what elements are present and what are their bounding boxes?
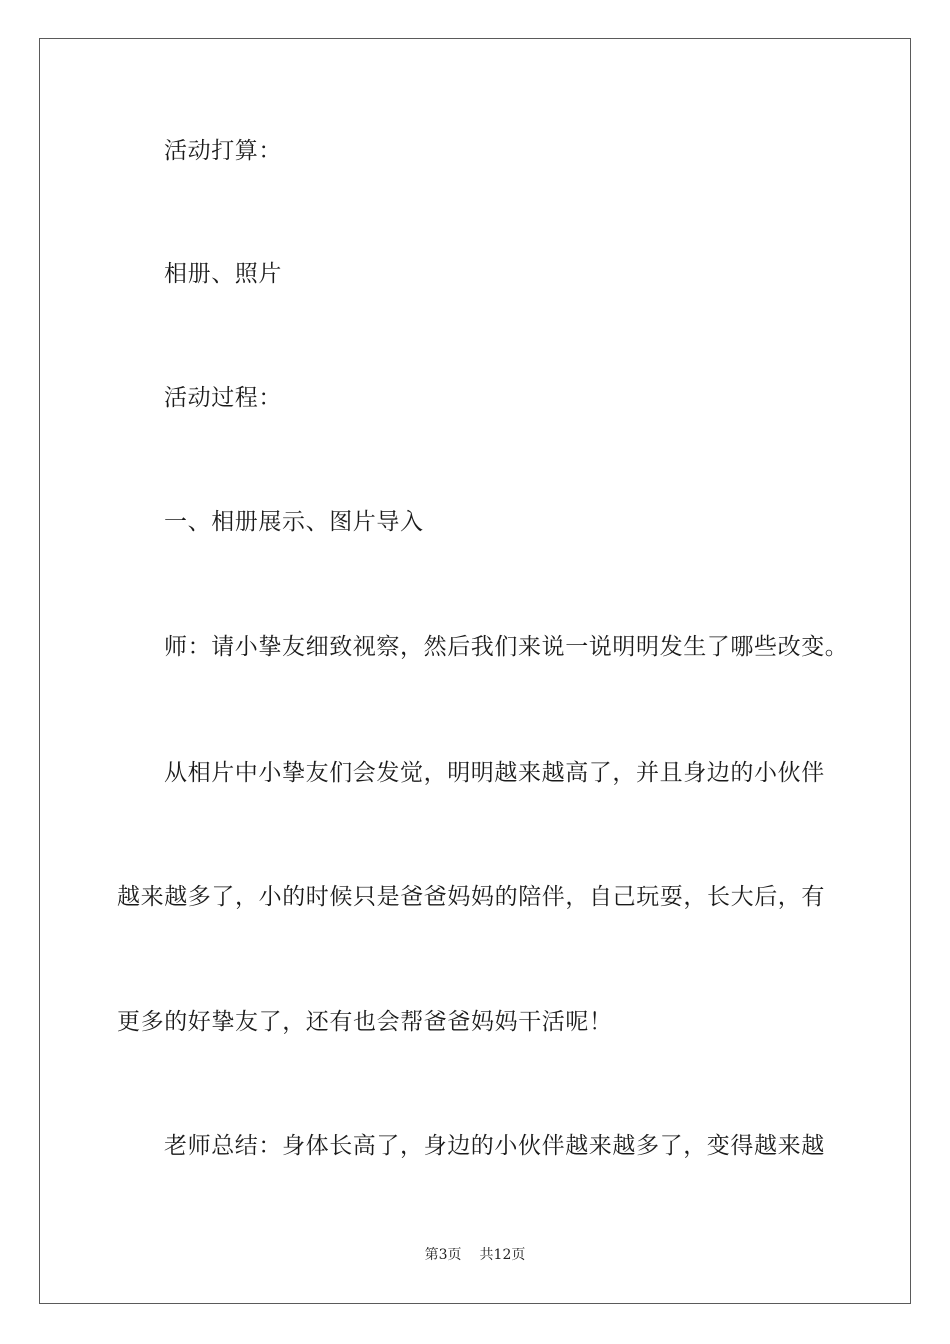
paragraph-materials: 相册、照片 bbox=[164, 261, 282, 287]
paragraph-section-one: 一、相册展示、图片导入 bbox=[164, 509, 424, 535]
page-number-total: 共12页 bbox=[479, 1247, 526, 1263]
page-number-current: 第3页 bbox=[424, 1247, 462, 1263]
page-frame bbox=[39, 38, 911, 1304]
page-footer bbox=[0, 1246, 950, 1264]
paragraph-teacher-prompt: 师：请小挚友细致视察，然后我们来说一说明明发生了哪些改变。 bbox=[164, 634, 849, 660]
paragraph-activity-preparation: 活动打算： bbox=[164, 138, 282, 164]
paragraph-observation-line-2: 越来越多了，小的时候只是爸爸妈妈的陪伴，自己玩耍，长大后，有 bbox=[117, 884, 825, 910]
paragraph-activity-process: 活动过程： bbox=[164, 385, 282, 411]
paragraph-observation-line-3: 更多的好挚友了，还有也会帮爸爸妈妈干活呢！ bbox=[117, 1009, 613, 1035]
paragraph-teacher-summary: 老师总结：身体长高了，身边的小伙伴越来越多了，变得越来越 bbox=[164, 1133, 825, 1159]
paragraph-observation-line-1: 从相片中小挚友们会发觉，明明越来越高了，并且身边的小伙伴 bbox=[164, 760, 825, 786]
